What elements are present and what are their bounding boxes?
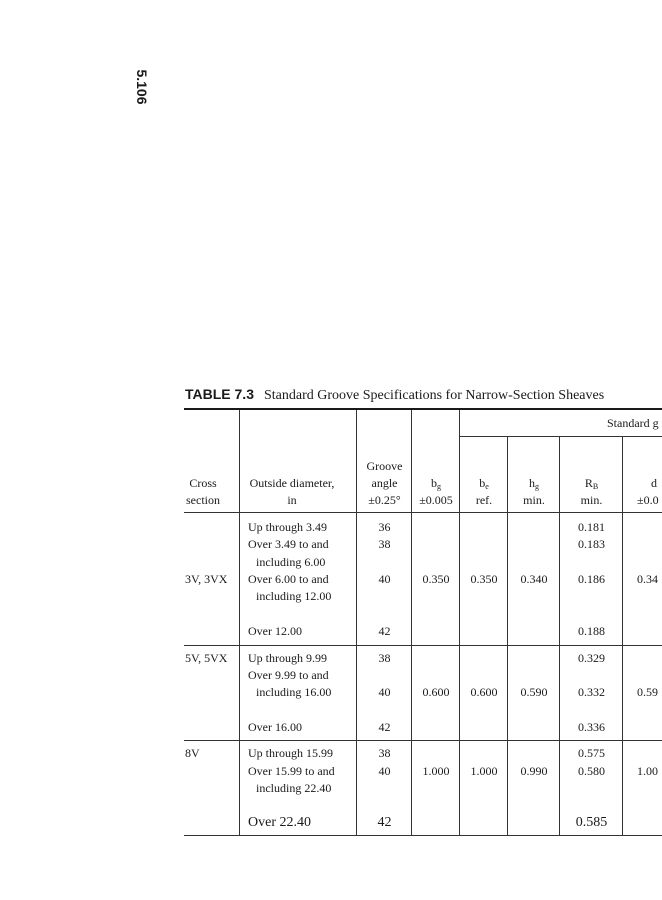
rb-cell: 0.181 <box>578 520 605 534</box>
angle-cell: 40 <box>378 685 391 699</box>
od-cell: Over 9.99 to and <box>248 668 329 682</box>
header-line: section <box>186 493 220 507</box>
group-header-rule <box>459 436 662 437</box>
rb-cell: 0.329 <box>578 651 605 665</box>
header-tolerance: ±0.005 <box>419 493 453 507</box>
od-cell: Up through 9.99 <box>248 651 327 665</box>
header-groove-angle <box>357 459 412 508</box>
table-caption <box>185 386 604 404</box>
table-bottom-rule <box>184 835 662 836</box>
bg-cell: 1.000 <box>422 764 450 778</box>
od-cell: Up through 15.99 <box>248 746 333 760</box>
header-symbol <box>637 476 659 493</box>
od-cell: Over 12.00 <box>248 624 302 638</box>
header-outside-diameter <box>240 476 344 508</box>
od-cell: including 6.00 <box>256 555 326 569</box>
table-title: Standard Groove Specifications for Narrow-Section Sheaves <box>263 388 605 403</box>
symbol-main: R <box>584 476 593 490</box>
table-label: TABLE 7.3 <box>185 386 254 402</box>
header-cross-section <box>184 476 222 508</box>
row-divider <box>184 740 662 741</box>
header-line: Cross <box>189 476 217 490</box>
angle-cell: 42 <box>378 720 391 734</box>
section-label: 8V <box>185 746 200 760</box>
angle-cell: 38 <box>378 651 391 665</box>
header-line: angle <box>371 476 398 490</box>
rb-cell: 0.186 <box>578 572 605 586</box>
header-line: ±0.25° <box>368 493 401 507</box>
row-divider <box>184 645 662 646</box>
angle-cell: 36 <box>378 520 391 534</box>
d-cell: 0.34 <box>637 572 658 586</box>
od-cell: including 22.40 <box>256 781 332 795</box>
header-tolerance: ±0.0 <box>637 493 659 507</box>
page-number: 5.106 <box>134 69 150 105</box>
hg-cell: 0.990 <box>520 764 548 778</box>
symbol-main: h <box>529 476 535 490</box>
angle-cell: 40 <box>378 572 391 586</box>
header-tolerance: min. <box>580 493 603 507</box>
header-line: Groove <box>366 459 403 473</box>
be-cell: 0.350 <box>470 572 498 586</box>
hg-cell: 0.340 <box>520 572 548 586</box>
group-header: Standard g <box>607 416 659 430</box>
header-bg <box>412 476 460 508</box>
symbol-sub: g <box>535 482 539 491</box>
od-cell: Over 6.00 to and <box>248 572 329 586</box>
header-tolerance: min. <box>523 493 545 507</box>
section-label: 3V, 3VX <box>185 572 228 586</box>
header-hg <box>508 476 560 508</box>
symbol-main: b <box>431 476 437 490</box>
header-line: in <box>287 493 297 507</box>
header-line: Outside diameter, <box>249 476 335 490</box>
symbol-main: b <box>479 476 486 490</box>
header-tolerance: ref. <box>475 493 493 507</box>
header-symbol <box>508 476 560 493</box>
header-d <box>637 476 659 508</box>
rb-cell: 0.183 <box>578 537 605 551</box>
angle-cell: 42 <box>377 815 392 830</box>
header-rb <box>560 476 623 508</box>
be-cell: 0.600 <box>470 685 498 699</box>
od-cell: including 16.00 <box>256 685 332 699</box>
section-label: 5V, 5VX <box>185 651 228 665</box>
od-cell: Over 15.99 to and <box>248 764 335 778</box>
header-symbol <box>460 476 508 493</box>
d-cell: 0.59 <box>637 685 658 699</box>
rb-cell: 0.188 <box>578 624 605 638</box>
symbol-sub: e <box>485 482 489 491</box>
symbol-sub: B <box>592 482 599 491</box>
bg-cell: 0.350 <box>422 572 450 586</box>
symbol-main: d <box>651 476 657 490</box>
header-symbol <box>412 476 460 493</box>
od-cell: Up through 3.49 <box>248 520 327 534</box>
od-cell: including 12.00 <box>256 589 332 603</box>
rb-cell: 0.575 <box>578 746 605 760</box>
hg-cell: 0.590 <box>520 685 548 699</box>
angle-cell: 40 <box>378 764 391 778</box>
symbol-sub: g <box>437 482 441 491</box>
be-cell: 1.000 <box>470 764 498 778</box>
d-cell: 1.00 <box>637 764 658 778</box>
od-cell: Over 3.49 to and <box>248 537 329 551</box>
table-top-rule <box>184 408 662 410</box>
rb-cell: 0.336 <box>578 720 605 734</box>
bg-cell: 0.600 <box>422 685 450 699</box>
column-divider <box>239 410 240 835</box>
rb-cell: 0.585 <box>575 815 608 830</box>
header-symbol <box>560 476 623 493</box>
header-be <box>460 476 508 508</box>
angle-cell: 38 <box>378 746 391 760</box>
od-cell: Over 16.00 <box>248 720 302 734</box>
rb-cell: 0.580 <box>578 764 605 778</box>
angle-cell: 38 <box>378 537 391 551</box>
rb-cell: 0.332 <box>578 685 605 699</box>
od-cell: Over 22.40 <box>248 815 311 830</box>
header-bottom-rule <box>184 512 662 513</box>
angle-cell: 42 <box>378 624 391 638</box>
